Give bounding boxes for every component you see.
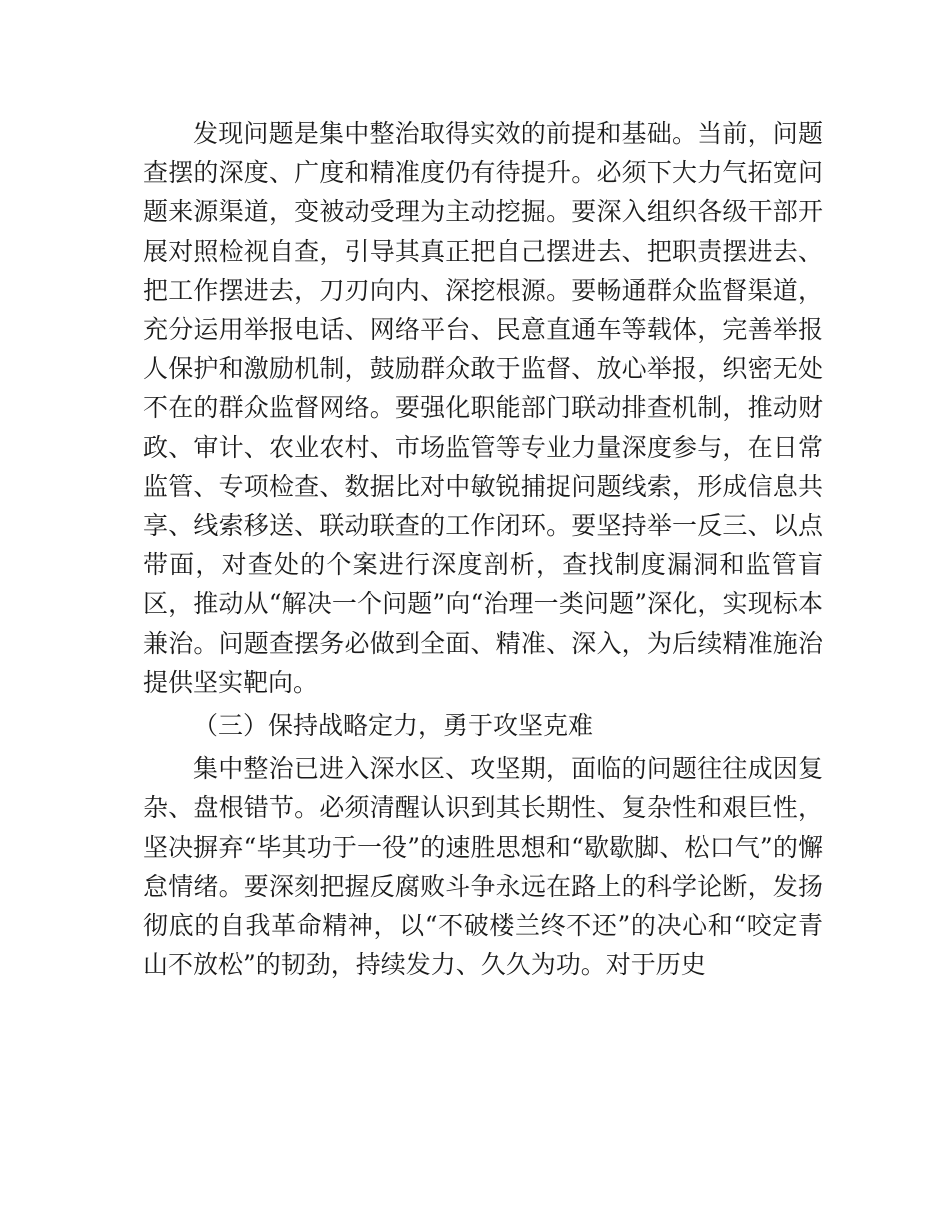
document-body xyxy=(143,114,823,984)
paragraph-strategic-resolve: 集中整治已进入深水区、攻坚期，面临的问题往往成因复杂、盘根错节。必须清醒认识到其长期性、复杂性和艰巨性，坚决摒弃“毕其功于一役”的速胜思想和“歇歇脚、松口气”的懈怠情绪。要深刻把握反腐败斗争永远在路上的科学论断，发扬彻底的自我革命精神，以“不破楼兰终不还”的决心和“咬定青山不放松”的韧劲，持续发力、久久为功。对于历史 xyxy=(143,754,823,980)
section-heading: （三）保持战略定力，勇于攻坚克难 xyxy=(193,711,594,741)
paragraph-problem-finding: 发现问题是集中整治取得实效的前提和基础。当前，问题查摆的深度、广度和精准度仍有待提升。必须下大力气拓宽问题来源渠道，变被动受理为主动挖掘。要深入组织各级干部开展对照检视自查，引导其真正把自己摆进去、把职责摆进去、把工作摆进去，刀刃向内、深挖根源。要畅通群众监督渠道，充分运用举报电话、网络平台、民意直通车等载体，完善举报人保护和激励机制，鼓励群众敢于监督、放心举报，织密无处不在的群众监督网络。要强化职能部门联动排查机制，推动财政、审计、农业农村、市场监管等专业力量深度参与，在日常监管、专项检查、数据比对中敏锐捕捉问题线索，形成信息共享、线索移送、联动联查的工作闭环。要坚持举一反三、以点带面，对查处的个案进行深度剖析，查找制度漏洞和监管盲区，推动从“解决一个问题”向“治理一类问题”深化，实现标本兼治。问题查摆务必做到全面、精准、深入，为后续精准施治提供坚实靶向。 xyxy=(143,119,823,697)
